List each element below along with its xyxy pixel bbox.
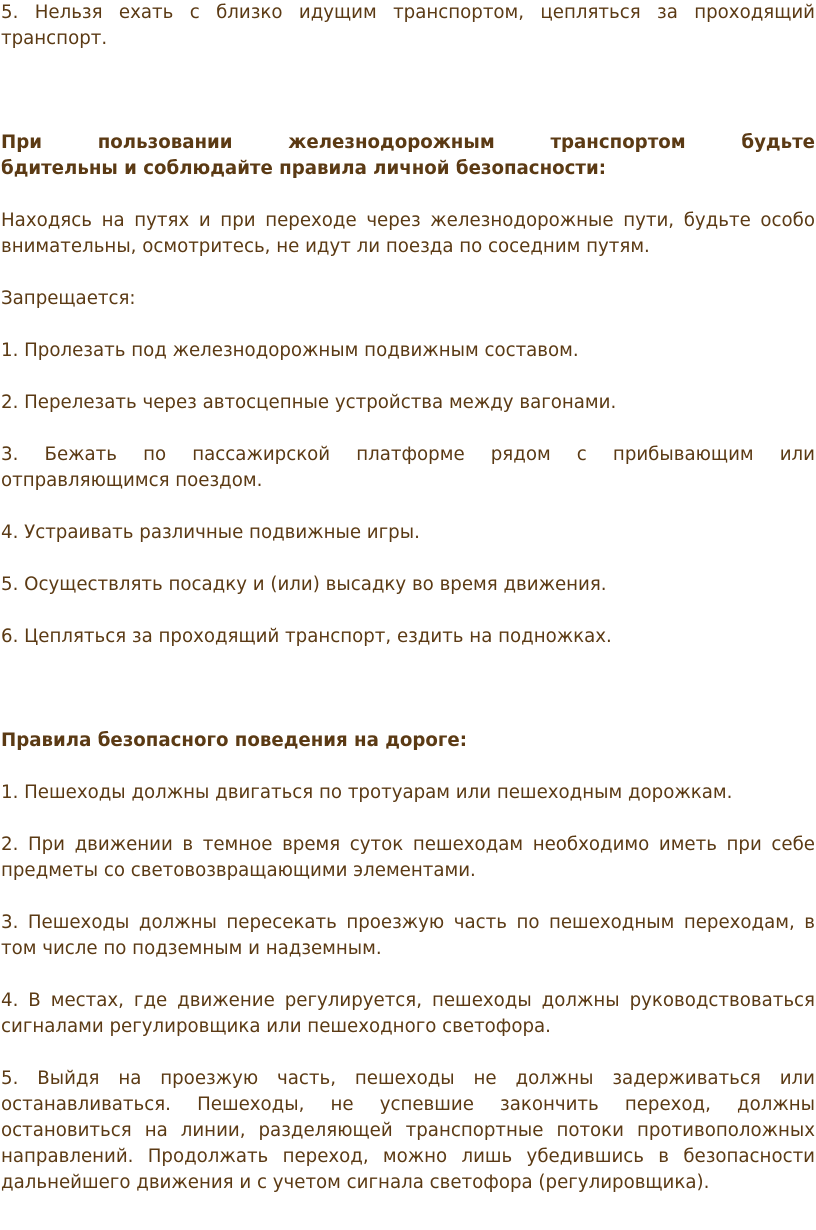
railway-heading-line1: При пользовании железнодорожным транспортом будьте: [1, 132, 815, 153]
road-item-2: 2. При движении в темное время суток пешеходам необходимо иметь при себе предметы со световозвращающими элементами.: [1, 834, 815, 881]
road-heading: Правила безопасного поведения на дороге:: [1, 730, 468, 751]
road-item-4: 4. В местах, где движение регулируется, пешеходы должны руководствоваться сигналами регулировщика или пешеходного светофора.: [1, 990, 815, 1037]
road-item-3: 3. Пешеходы должны пересекать проезжую часть по пешеходным переходам, в том числе по подземным и надземным.: [1, 912, 815, 959]
railway-item-1: 1. Пролезать под железнодорожным подвижным составом.: [1, 340, 579, 361]
railway-item-5: 5. Осуществлять посадку и (или) высадку во время движения.: [1, 574, 607, 595]
railway-paragraph: Находясь на путях и при переходе через железнодорожные пути, будьте особо внимательны, осмотритесь, не идут ли поезда по соседним путям.: [1, 210, 815, 257]
spacer: [1, 52, 815, 130]
railway-item-2: 2. Перелезать через автосцепные устройства между вагонами.: [1, 392, 617, 413]
intro-item-5: 5. Нельзя ехать с близко идущим транспортом, цепляться за проходящий транспорт.: [1, 2, 815, 49]
railway-heading-line2: бдительны и соблюдайте правила личной безопасности:: [1, 158, 606, 179]
railway-item-6: 6. Цепляться за проходящий транспорт, ездить на подножках.: [1, 626, 612, 647]
road-item-1: 1. Пешеходы должны двигаться по тротуарам или пешеходным дорожкам.: [1, 782, 733, 803]
railway-item-4: 4. Устраивать различные подвижные игры.: [1, 522, 420, 543]
railway-item-3: 3. Бежать по пассажирской платформе рядом с прибывающим или отправляющимся поездом.: [1, 444, 815, 491]
road-item-5: 5. Выйдя на проезжую часть, пешеходы не должны задерживаться или останавливаться. Пешеходы, не успевшие закончить переход, должны остановиться на линии, разделяющей транспортные потоки противоположных направлений. Продолжать переход, можно лишь убедившись в безопасности дальнейшего движения и с учетом сигнала светофора (регулировщика).: [1, 1068, 815, 1193]
forbidden-label: Запрещается:: [1, 288, 136, 309]
